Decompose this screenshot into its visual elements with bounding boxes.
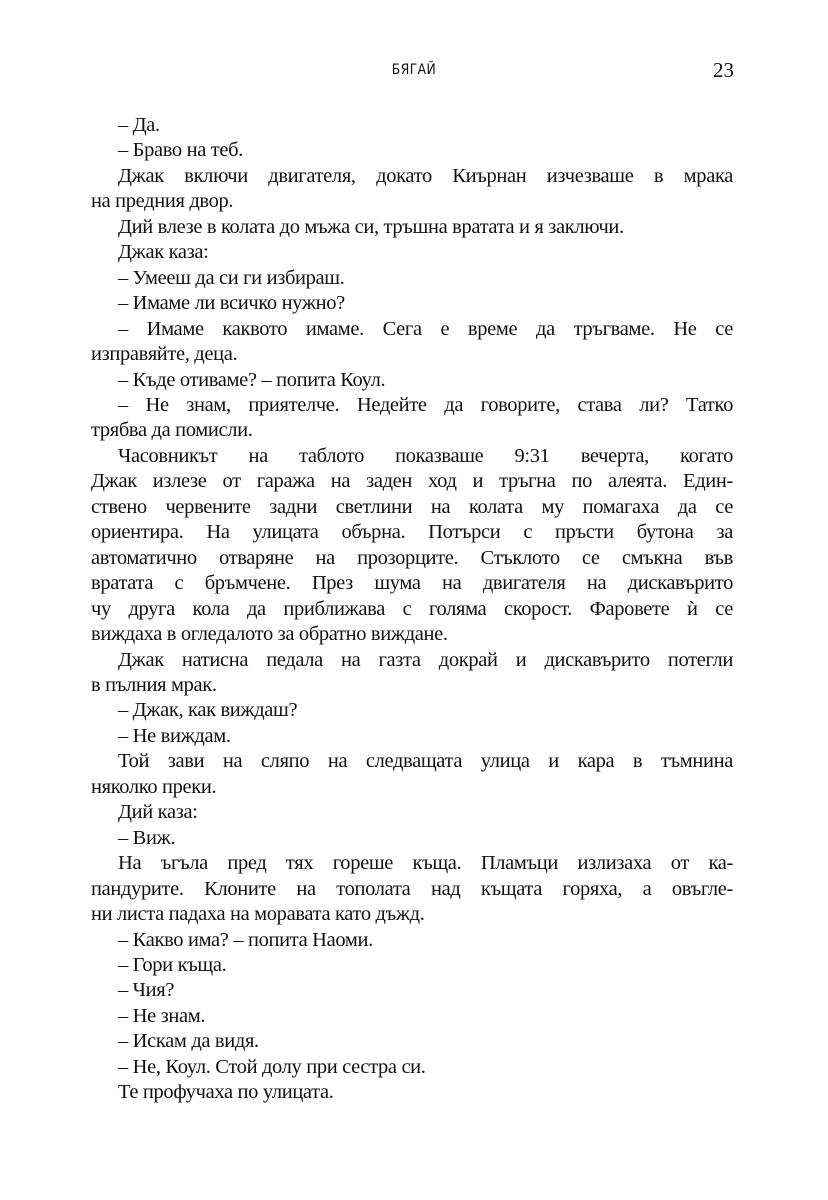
- text-line: автоматично отваряне на прозорците. Стъклото се смъкна във: [91, 546, 733, 569]
- text-line: ствено червените задни светлини на колата му помагаха да се: [91, 495, 733, 518]
- text-line: – Къде отиваме? – попита Коул.: [118, 368, 386, 391]
- text-line: – Не, Коул. Стой долу при сестра си.: [118, 1055, 426, 1078]
- text-line: чу друга кола да приближава с голяма скорост. Фаровете ѝ се: [91, 597, 733, 620]
- running-head: [0, 60, 828, 84]
- text-line: – Не виждам.: [118, 724, 231, 747]
- text-line: – Да.: [118, 114, 160, 136]
- text-line: – Искам да видя.: [118, 1030, 259, 1053]
- text-line: – Имаме ли всичко нужно?: [118, 292, 345, 315]
- text-line: Джак включи двигателя, докато Киърнан изчезваше в мрака: [118, 164, 733, 187]
- text-line: ориентира. На улицата обърна. Потърси с пръсти бутона за: [91, 521, 733, 544]
- text-line: Джак натисна педала на газта докрай и дискавърито потегли: [118, 648, 733, 671]
- text-line: – Виж.: [118, 826, 176, 849]
- text-line: виждаха в огледалото за обратно виждане.: [91, 623, 448, 646]
- text-line: изправяйте, деца.: [91, 343, 238, 366]
- text-line: Джак излезе от гаража на заден ход и тръгна по алеята. Един-: [91, 470, 733, 493]
- text-line: Джак каза:: [118, 241, 209, 264]
- text-line: Дий влезе в колата до мъжа си, тръшна вратата и я заключи.: [118, 215, 624, 238]
- text-line: няколко преки.: [91, 775, 217, 798]
- text-line: – Гори къща.: [118, 953, 227, 976]
- text-line: – Браво на теб.: [118, 139, 243, 162]
- text-line: Дий каза:: [118, 801, 198, 824]
- text-line: – Какво има? – попита Наоми.: [118, 928, 373, 951]
- text-line: Те профучаха по улицата.: [118, 1081, 334, 1104]
- text-line: На ъгъла пред тях гореше къща. Пламъци излизаха от ка-: [118, 852, 733, 875]
- text-line: пандурите. Клоните на тополата над къщата горяха, а овъгле-: [91, 877, 733, 900]
- text-line: – Джак, как виждаш?: [118, 699, 298, 722]
- text-line: – Не знам, приятелче. Недейте да говорите, става ли? Татко: [118, 393, 733, 416]
- text-line: в пълния мрак.: [91, 673, 217, 696]
- text-line: – Умееш да си ги избираш.: [118, 266, 345, 289]
- text-line: трябва да помисли.: [91, 419, 253, 442]
- page-number: 23: [713, 58, 734, 82]
- text-line: на предния двор.: [91, 190, 234, 213]
- book-title: БЯГАЙ: [391, 62, 437, 78]
- body-text: [91, 113, 733, 1106]
- text-line: Той зави на сляпо на следващата улица и кара в тъмнина: [118, 750, 733, 773]
- text-line: вратата с бръмчене. През шума на двигателя на дискавърито: [91, 572, 733, 595]
- text-line: Часовникът на таблото показваше 9:31 вечерта, когато: [118, 444, 733, 467]
- text-line: – Имаме каквото имаме. Сега е време да тръгваме. Не се: [118, 317, 733, 340]
- text-line: ни листа падаха на моравата като дъжд.: [91, 903, 425, 926]
- text-line: – Чия?: [118, 979, 175, 1002]
- text-line: – Не знам.: [118, 1004, 206, 1027]
